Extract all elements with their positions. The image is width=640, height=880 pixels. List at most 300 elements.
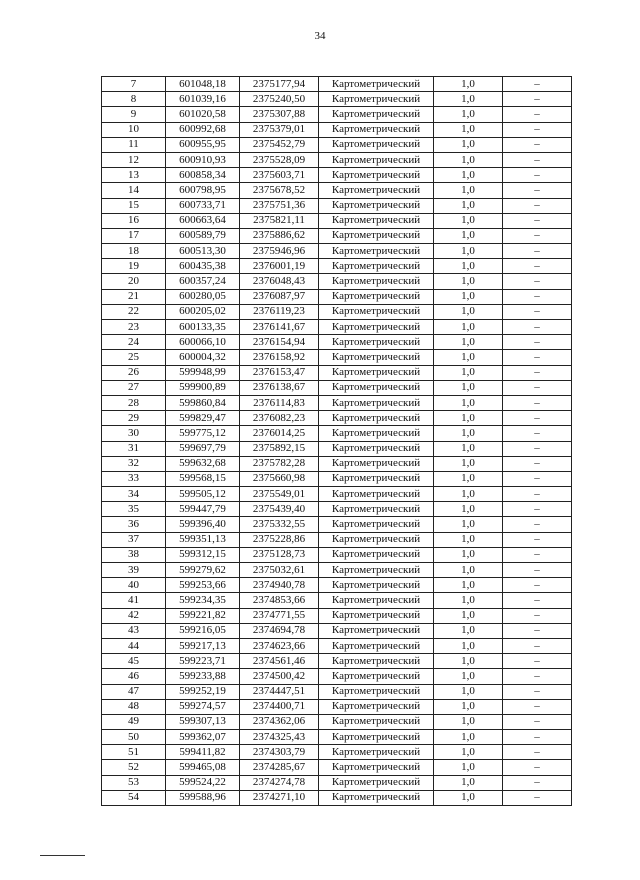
y-coordinate-cell: 2374447,51 — [240, 684, 319, 699]
accuracy-cell: 1,0 — [434, 411, 503, 426]
point-number-cell: 18 — [102, 244, 166, 259]
point-number-cell: 17 — [102, 228, 166, 243]
y-coordinate-cell: 2375177,94 — [240, 77, 319, 92]
accuracy-cell: 1,0 — [434, 304, 503, 319]
point-number-cell: 40 — [102, 578, 166, 593]
table-row — [102, 502, 572, 517]
accuracy-cell: 1,0 — [434, 320, 503, 335]
accuracy-cell: 1,0 — [434, 593, 503, 608]
point-number-cell: 46 — [102, 669, 166, 684]
page-number: 34 — [314, 30, 326, 42]
x-coordinate-cell: 599234,35 — [166, 593, 240, 608]
description-cell: – — [503, 563, 572, 578]
y-coordinate-cell: 2376114,83 — [240, 395, 319, 410]
description-cell: – — [503, 532, 572, 547]
method-cell: Картометрический — [319, 152, 434, 167]
table-row — [102, 684, 572, 699]
point-number-cell: 8 — [102, 92, 166, 107]
method-cell: Картометрический — [319, 441, 434, 456]
point-number-cell: 12 — [102, 152, 166, 167]
x-coordinate-cell: 599900,89 — [166, 380, 240, 395]
y-coordinate-cell: 2375603,71 — [240, 168, 319, 183]
description-cell: – — [503, 198, 572, 213]
description-cell: – — [503, 320, 572, 335]
description-cell: – — [503, 304, 572, 319]
description-cell: – — [503, 578, 572, 593]
accuracy-cell: 1,0 — [434, 183, 503, 198]
accuracy-cell: 1,0 — [434, 395, 503, 410]
point-number-cell: 22 — [102, 304, 166, 319]
point-number-cell: 15 — [102, 198, 166, 213]
method-cell: Картометрический — [319, 244, 434, 259]
table-row — [102, 244, 572, 259]
point-number-cell: 26 — [102, 365, 166, 380]
y-coordinate-cell: 2375439,40 — [240, 502, 319, 517]
x-coordinate-cell: 599447,79 — [166, 502, 240, 517]
x-coordinate-cell: 600992,68 — [166, 122, 240, 137]
description-cell: – — [503, 669, 572, 684]
table-row — [102, 289, 572, 304]
y-coordinate-cell: 2375886,62 — [240, 228, 319, 243]
x-coordinate-cell: 600910,93 — [166, 152, 240, 167]
point-number-cell: 52 — [102, 760, 166, 775]
method-cell: Картометрический — [319, 456, 434, 471]
table-row — [102, 547, 572, 562]
accuracy-cell: 1,0 — [434, 426, 503, 441]
method-cell: Картометрический — [319, 122, 434, 137]
x-coordinate-cell: 599221,82 — [166, 608, 240, 623]
point-number-cell: 37 — [102, 532, 166, 547]
y-coordinate-cell: 2375332,55 — [240, 517, 319, 532]
description-cell: – — [503, 699, 572, 714]
x-coordinate-cell: 600955,95 — [166, 137, 240, 152]
y-coordinate-cell: 2376087,97 — [240, 289, 319, 304]
accuracy-cell: 1,0 — [434, 137, 503, 152]
method-cell: Картометрический — [319, 304, 434, 319]
x-coordinate-cell: 599524,22 — [166, 775, 240, 790]
point-number-cell: 23 — [102, 320, 166, 335]
method-cell: Картометрический — [319, 228, 434, 243]
table-row — [102, 578, 572, 593]
description-cell: – — [503, 775, 572, 790]
accuracy-cell: 1,0 — [434, 745, 503, 760]
x-coordinate-cell: 600733,71 — [166, 198, 240, 213]
method-cell: Картометрический — [319, 623, 434, 638]
method-cell: Картометрический — [319, 684, 434, 699]
method-cell: Картометрический — [319, 563, 434, 578]
x-coordinate-cell: 599465,08 — [166, 760, 240, 775]
x-coordinate-cell: 599588,96 — [166, 790, 240, 805]
method-cell: Картометрический — [319, 213, 434, 228]
x-coordinate-cell: 599829,47 — [166, 411, 240, 426]
description-cell: – — [503, 593, 572, 608]
accuracy-cell: 1,0 — [434, 274, 503, 289]
accuracy-cell: 1,0 — [434, 350, 503, 365]
x-coordinate-cell: 599948,99 — [166, 365, 240, 380]
description-cell: – — [503, 441, 572, 456]
description-cell: – — [503, 502, 572, 517]
x-coordinate-cell: 599216,05 — [166, 623, 240, 638]
y-coordinate-cell: 2374500,42 — [240, 669, 319, 684]
y-coordinate-cell: 2376138,67 — [240, 380, 319, 395]
method-cell: Картометрический — [319, 411, 434, 426]
point-number-cell: 33 — [102, 471, 166, 486]
y-coordinate-cell: 2374561,46 — [240, 654, 319, 669]
table-row — [102, 563, 572, 578]
accuracy-cell: 1,0 — [434, 760, 503, 775]
method-cell: Картометрический — [319, 426, 434, 441]
table-row — [102, 471, 572, 486]
description-cell: – — [503, 608, 572, 623]
x-coordinate-cell: 599568,15 — [166, 471, 240, 486]
point-number-cell: 49 — [102, 714, 166, 729]
table-row — [102, 228, 572, 243]
accuracy-cell: 1,0 — [434, 471, 503, 486]
table-row — [102, 152, 572, 167]
accuracy-cell: 1,0 — [434, 244, 503, 259]
x-coordinate-cell: 601048,18 — [166, 77, 240, 92]
description-cell: – — [503, 168, 572, 183]
method-cell: Картометрический — [319, 92, 434, 107]
coordinates-table-body — [102, 77, 572, 806]
table-row — [102, 137, 572, 152]
table-row — [102, 395, 572, 410]
description-cell: – — [503, 790, 572, 805]
table-row — [102, 259, 572, 274]
point-number-cell: 47 — [102, 684, 166, 699]
description-cell: – — [503, 547, 572, 562]
description-cell: – — [503, 745, 572, 760]
coordinates-table — [101, 76, 572, 806]
method-cell: Картометрический — [319, 471, 434, 486]
x-coordinate-cell: 599307,13 — [166, 714, 240, 729]
x-coordinate-cell: 600357,24 — [166, 274, 240, 289]
point-number-cell: 16 — [102, 213, 166, 228]
accuracy-cell: 1,0 — [434, 730, 503, 745]
method-cell: Картометрический — [319, 578, 434, 593]
point-number-cell: 36 — [102, 517, 166, 532]
x-coordinate-cell: 600133,35 — [166, 320, 240, 335]
table-row — [102, 487, 572, 502]
description-cell: – — [503, 350, 572, 365]
x-coordinate-cell: 599632,68 — [166, 456, 240, 471]
accuracy-cell: 1,0 — [434, 502, 503, 517]
point-number-cell: 20 — [102, 274, 166, 289]
x-coordinate-cell: 600858,34 — [166, 168, 240, 183]
point-number-cell: 27 — [102, 380, 166, 395]
point-number-cell: 13 — [102, 168, 166, 183]
accuracy-cell: 1,0 — [434, 77, 503, 92]
y-coordinate-cell: 2375782,28 — [240, 456, 319, 471]
description-cell: – — [503, 259, 572, 274]
table-row — [102, 183, 572, 198]
point-number-cell: 14 — [102, 183, 166, 198]
x-coordinate-cell: 599860,84 — [166, 395, 240, 410]
point-number-cell: 25 — [102, 350, 166, 365]
accuracy-cell: 1,0 — [434, 699, 503, 714]
accuracy-cell: 1,0 — [434, 714, 503, 729]
y-coordinate-cell: 2376158,92 — [240, 350, 319, 365]
description-cell: – — [503, 244, 572, 259]
description-cell: – — [503, 471, 572, 486]
accuracy-cell: 1,0 — [434, 775, 503, 790]
table-row — [102, 608, 572, 623]
table-row — [102, 714, 572, 729]
y-coordinate-cell: 2374274,78 — [240, 775, 319, 790]
accuracy-cell: 1,0 — [434, 532, 503, 547]
table-row — [102, 198, 572, 213]
x-coordinate-cell: 600663,64 — [166, 213, 240, 228]
description-cell: – — [503, 426, 572, 441]
accuracy-cell: 1,0 — [434, 563, 503, 578]
table-row — [102, 213, 572, 228]
x-coordinate-cell: 601020,58 — [166, 107, 240, 122]
method-cell: Картометрический — [319, 532, 434, 547]
table-row — [102, 699, 572, 714]
point-number-cell: 50 — [102, 730, 166, 745]
point-number-cell: 30 — [102, 426, 166, 441]
description-cell: – — [503, 107, 572, 122]
table-row — [102, 669, 572, 684]
description-cell: – — [503, 517, 572, 532]
description-cell: – — [503, 183, 572, 198]
footnote-divider — [40, 855, 85, 856]
y-coordinate-cell: 2374271,10 — [240, 790, 319, 805]
point-number-cell: 41 — [102, 593, 166, 608]
x-coordinate-cell: 600280,05 — [166, 289, 240, 304]
y-coordinate-cell: 2374303,79 — [240, 745, 319, 760]
point-number-cell: 38 — [102, 547, 166, 562]
y-coordinate-cell: 2375379,01 — [240, 122, 319, 137]
method-cell: Картометрический — [319, 107, 434, 122]
accuracy-cell: 1,0 — [434, 198, 503, 213]
description-cell: – — [503, 335, 572, 350]
method-cell: Картометрический — [319, 638, 434, 653]
description-cell: – — [503, 289, 572, 304]
method-cell: Картометрический — [319, 669, 434, 684]
method-cell: Картометрический — [319, 487, 434, 502]
description-cell: – — [503, 152, 572, 167]
method-cell: Картометрический — [319, 335, 434, 350]
description-cell: – — [503, 623, 572, 638]
y-coordinate-cell: 2374623,66 — [240, 638, 319, 653]
table-row — [102, 760, 572, 775]
table-row — [102, 350, 572, 365]
x-coordinate-cell: 599505,12 — [166, 487, 240, 502]
point-number-cell: 24 — [102, 335, 166, 350]
y-coordinate-cell: 2375032,61 — [240, 563, 319, 578]
y-coordinate-cell: 2375946,96 — [240, 244, 319, 259]
y-coordinate-cell: 2375660,98 — [240, 471, 319, 486]
method-cell: Картометрический — [319, 775, 434, 790]
method-cell: Картометрический — [319, 608, 434, 623]
accuracy-cell: 1,0 — [434, 107, 503, 122]
y-coordinate-cell: 2374694,78 — [240, 623, 319, 638]
method-cell: Картометрический — [319, 745, 434, 760]
accuracy-cell: 1,0 — [434, 259, 503, 274]
table-row — [102, 441, 572, 456]
method-cell: Картометрический — [319, 547, 434, 562]
point-number-cell: 44 — [102, 638, 166, 653]
y-coordinate-cell: 2374940,78 — [240, 578, 319, 593]
point-number-cell: 10 — [102, 122, 166, 137]
point-number-cell: 28 — [102, 395, 166, 410]
description-cell: – — [503, 92, 572, 107]
accuracy-cell: 1,0 — [434, 608, 503, 623]
method-cell: Картометрический — [319, 198, 434, 213]
table-row — [102, 77, 572, 92]
description-cell: – — [503, 487, 572, 502]
method-cell: Картометрический — [319, 137, 434, 152]
point-number-cell: 29 — [102, 411, 166, 426]
x-coordinate-cell: 599217,13 — [166, 638, 240, 653]
point-number-cell: 51 — [102, 745, 166, 760]
accuracy-cell: 1,0 — [434, 213, 503, 228]
x-coordinate-cell: 601039,16 — [166, 92, 240, 107]
table-row — [102, 593, 572, 608]
point-number-cell: 39 — [102, 563, 166, 578]
accuracy-cell: 1,0 — [434, 365, 503, 380]
table-row — [102, 745, 572, 760]
table-row — [102, 532, 572, 547]
x-coordinate-cell: 600798,95 — [166, 183, 240, 198]
method-cell: Картометрический — [319, 320, 434, 335]
table-row — [102, 638, 572, 653]
y-coordinate-cell: 2375452,79 — [240, 137, 319, 152]
x-coordinate-cell: 599351,13 — [166, 532, 240, 547]
x-coordinate-cell: 599274,57 — [166, 699, 240, 714]
y-coordinate-cell: 2374325,43 — [240, 730, 319, 745]
y-coordinate-cell: 2376119,23 — [240, 304, 319, 319]
y-coordinate-cell: 2375240,50 — [240, 92, 319, 107]
table-row — [102, 304, 572, 319]
description-cell: – — [503, 380, 572, 395]
y-coordinate-cell: 2375307,88 — [240, 107, 319, 122]
accuracy-cell: 1,0 — [434, 92, 503, 107]
x-coordinate-cell: 599233,88 — [166, 669, 240, 684]
point-number-cell: 19 — [102, 259, 166, 274]
method-cell: Картометрический — [319, 380, 434, 395]
x-coordinate-cell: 600066,10 — [166, 335, 240, 350]
point-number-cell: 35 — [102, 502, 166, 517]
accuracy-cell: 1,0 — [434, 578, 503, 593]
accuracy-cell: 1,0 — [434, 122, 503, 137]
method-cell: Картометрический — [319, 274, 434, 289]
method-cell: Картометрический — [319, 790, 434, 805]
point-number-cell: 48 — [102, 699, 166, 714]
y-coordinate-cell: 2376014,25 — [240, 426, 319, 441]
description-cell: – — [503, 714, 572, 729]
point-number-cell: 32 — [102, 456, 166, 471]
x-coordinate-cell: 599697,79 — [166, 441, 240, 456]
table-row — [102, 730, 572, 745]
accuracy-cell: 1,0 — [434, 456, 503, 471]
description-cell: – — [503, 274, 572, 289]
table-row — [102, 517, 572, 532]
table-row — [102, 122, 572, 137]
x-coordinate-cell: 599253,66 — [166, 578, 240, 593]
x-coordinate-cell: 599312,15 — [166, 547, 240, 562]
x-coordinate-cell: 600589,79 — [166, 228, 240, 243]
description-cell: – — [503, 638, 572, 653]
description-cell: – — [503, 395, 572, 410]
table-row — [102, 274, 572, 289]
table-row — [102, 790, 572, 805]
point-number-cell: 7 — [102, 77, 166, 92]
y-coordinate-cell: 2376082,23 — [240, 411, 319, 426]
accuracy-cell: 1,0 — [434, 380, 503, 395]
y-coordinate-cell: 2375751,36 — [240, 198, 319, 213]
method-cell: Картометрический — [319, 760, 434, 775]
accuracy-cell: 1,0 — [434, 638, 503, 653]
y-coordinate-cell: 2375821,11 — [240, 213, 319, 228]
table-row — [102, 775, 572, 790]
point-number-cell: 53 — [102, 775, 166, 790]
method-cell: Картометрический — [319, 289, 434, 304]
table-row — [102, 654, 572, 669]
description-cell: – — [503, 213, 572, 228]
point-number-cell: 34 — [102, 487, 166, 502]
description-cell: – — [503, 730, 572, 745]
y-coordinate-cell: 2375528,09 — [240, 152, 319, 167]
point-number-cell: 54 — [102, 790, 166, 805]
table-row — [102, 426, 572, 441]
description-cell: – — [503, 456, 572, 471]
x-coordinate-cell: 600513,30 — [166, 244, 240, 259]
accuracy-cell: 1,0 — [434, 168, 503, 183]
x-coordinate-cell: 600205,02 — [166, 304, 240, 319]
table-row — [102, 411, 572, 426]
accuracy-cell: 1,0 — [434, 441, 503, 456]
y-coordinate-cell: 2374285,67 — [240, 760, 319, 775]
point-number-cell: 45 — [102, 654, 166, 669]
description-cell: – — [503, 77, 572, 92]
method-cell: Картометрический — [319, 183, 434, 198]
y-coordinate-cell: 2374853,66 — [240, 593, 319, 608]
method-cell: Картометрический — [319, 517, 434, 532]
x-coordinate-cell: 599279,62 — [166, 563, 240, 578]
description-cell: – — [503, 654, 572, 669]
method-cell: Картометрический — [319, 77, 434, 92]
description-cell: – — [503, 365, 572, 380]
description-cell: – — [503, 137, 572, 152]
description-cell: – — [503, 760, 572, 775]
y-coordinate-cell: 2375228,86 — [240, 532, 319, 547]
x-coordinate-cell: 599775,12 — [166, 426, 240, 441]
description-cell: – — [503, 228, 572, 243]
y-coordinate-cell: 2374400,71 — [240, 699, 319, 714]
accuracy-cell: 1,0 — [434, 289, 503, 304]
table-row — [102, 623, 572, 638]
table-row — [102, 92, 572, 107]
y-coordinate-cell: 2374771,55 — [240, 608, 319, 623]
x-coordinate-cell: 599411,82 — [166, 745, 240, 760]
table-row — [102, 168, 572, 183]
y-coordinate-cell: 2376154,94 — [240, 335, 319, 350]
x-coordinate-cell: 599396,40 — [166, 517, 240, 532]
y-coordinate-cell: 2375892,15 — [240, 441, 319, 456]
method-cell: Картометрический — [319, 395, 434, 410]
point-number-cell: 43 — [102, 623, 166, 638]
point-number-cell: 42 — [102, 608, 166, 623]
point-number-cell: 31 — [102, 441, 166, 456]
description-cell: – — [503, 411, 572, 426]
x-coordinate-cell: 599362,07 — [166, 730, 240, 745]
accuracy-cell: 1,0 — [434, 623, 503, 638]
table-row — [102, 335, 572, 350]
method-cell: Картометрический — [319, 365, 434, 380]
y-coordinate-cell: 2376153,47 — [240, 365, 319, 380]
